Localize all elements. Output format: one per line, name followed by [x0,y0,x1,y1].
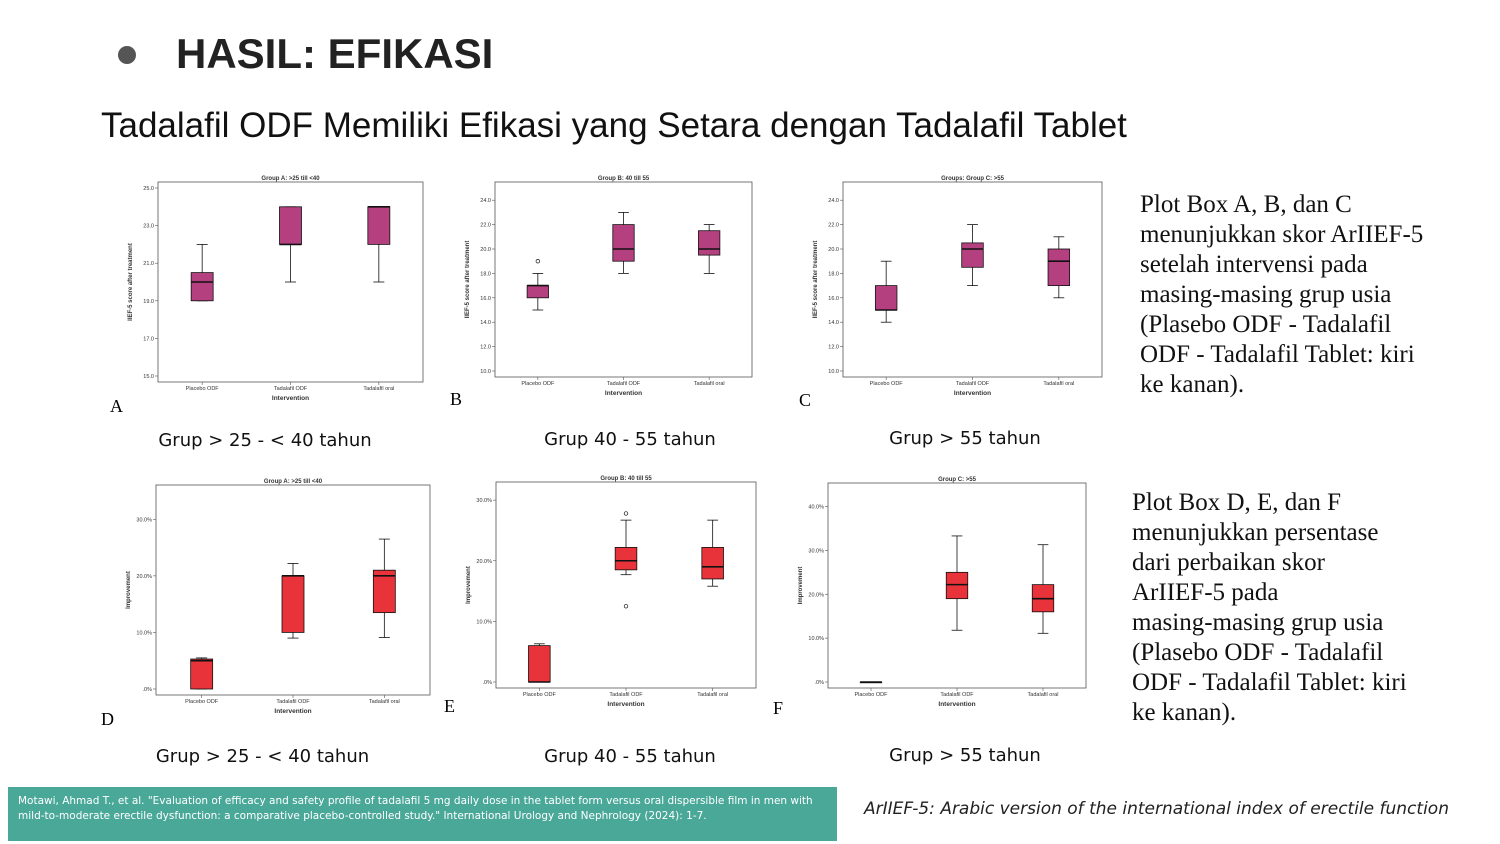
panel-letter-b: B [450,389,463,409]
side-text-bottom [1132,488,1407,728]
caption-e: Grup 40 - 55 tahun [544,746,716,767]
y-tick-label: 10.0% [808,636,824,643]
slide-subtitle: Tadalafil ODF Memiliki Efikasi yang Setara dengan Tadalafil Tablet [101,106,1127,145]
y-axis-label: Improvement [466,566,472,604]
caption-c: Grup > 55 tahun [889,428,1041,449]
plot-title: Group A: >25 till <40 [263,479,323,485]
panel-letter-f: F [773,698,784,718]
y-tick-label: 10.0% [136,630,152,637]
x-tick-label: Tadalafil ODF [609,692,643,698]
x-tick-label: Tadalafil ODF [940,692,974,698]
x-tick-label: Tadalafil oral [368,699,400,705]
x-tick-label: Tadalafil oral [693,381,725,387]
box-iqr [1048,249,1070,286]
y-tick-label: 14.0 [828,320,839,327]
box-iqr [962,243,984,267]
y-axis-label: Improvement [126,571,132,609]
caption-a: Grup > 25 - < 40 tahun [158,430,372,451]
panel-letter-c: C [799,390,812,410]
x-tick-label: Placebo ODF [869,381,903,387]
reference-line-1: Motawi, Ahmad T., et al. "Evaluation of efficacy and safety profile of tadalafil 5 mg daily dose in the tablet form versus oral dispersible film in men with [18,795,813,807]
y-tick-label: .0% [482,680,492,686]
box-iqr [875,286,897,310]
y-tick-label: 20.0 [828,247,839,253]
y-tick-label: 20.0% [808,592,824,599]
reference-line-2: mild-to-moderate erectile dysfunction: a comparative placebo-controlled study." International Urology and Nephrology (2024): 1-7. [18,810,707,822]
abbreviation-footnote: ArIIEF-5: Arabic version of the international index of erectile function [864,799,1449,819]
boxplot-b [448,172,768,412]
side-text-line: menunjukkan skor ArIIEF-5 [1140,221,1424,248]
y-tick-label: 21.0 [143,261,154,268]
box-iqr [698,231,719,255]
side-text-line: Plot Box A, B, dan C [1140,191,1352,218]
x-tick-label: Tadalafil ODF [955,381,990,387]
y-tick-label: 15.0 [143,374,154,380]
y-axis-label: IIEF-5 score after treatment [813,240,819,319]
y-tick-label: 23.0 [143,223,154,230]
title-bullet [118,46,136,64]
y-tick-label: 12.0 [480,344,491,351]
box-iqr [615,547,637,569]
box-iqr [946,572,968,598]
plot-title: Group B: 40 till 55 [597,176,650,182]
side-text-line: (Plasebo ODF - Tadalafil [1140,311,1392,338]
y-tick-label: 10.0% [476,619,492,626]
side-text-top [1140,190,1423,400]
x-tick-label: Tadalafil ODF [273,386,308,392]
side-text-line: masing-masing grup usia [1140,281,1392,308]
y-tick-label: 16.0 [828,295,839,302]
panel-letter-e: E [444,696,455,716]
x-axis-label: Intervention [938,701,976,708]
side-text-line: ODF - Tadalafil Tablet: kiri [1140,341,1415,368]
box-iqr [613,225,634,262]
y-tick-label: 19.0 [143,298,154,305]
plot-title: Groups: Group C: >55 [941,176,1004,182]
y-tick-label: 20.0 [480,247,491,253]
y-tick-label: 10.0 [480,369,491,375]
y-tick-label: 25.0 [143,186,154,192]
y-tick-label: 18.0 [480,271,491,278]
x-tick-label: Placebo ODF [185,699,219,705]
x-tick-label: Tadalafil ODF [276,699,310,705]
reference-box [8,787,837,841]
box-iqr [191,273,213,301]
boxplot-f [770,475,1100,720]
box-iqr [368,207,390,245]
y-axis-label: IIEF-5 score after treatment [465,240,471,319]
x-tick-label: Tadalafil oral [1027,692,1059,698]
boxplot-c [796,172,1116,412]
y-tick-label: .0% [814,680,824,686]
x-tick-label: Tadalafil ODF [606,381,641,387]
x-axis-label: Intervention [604,390,643,397]
plot-frame [495,182,752,377]
box-iqr [529,646,551,682]
y-tick-label: 22.0 [480,222,491,229]
panel-letter-d: D [101,709,114,729]
x-tick-label: Tadalafil oral [1043,381,1075,387]
x-axis-label: Intervention [953,390,992,397]
y-tick-label: 30.0% [476,498,492,505]
x-tick-label: Tadalafil oral [363,386,395,392]
y-axis-label: Improvement [798,566,804,605]
x-axis-label: Intervention [271,395,310,402]
y-tick-label: 30.0% [136,517,152,524]
side-text-line: masing-masing grup usia [1132,609,1384,636]
y-tick-label: 18.0 [828,271,839,278]
y-tick-label: 14.0 [480,320,491,327]
box-iqr [191,659,213,689]
slide-title: HASIL: EFIKASI [176,30,494,77]
box-iqr [282,576,304,633]
side-text-line: ArIIEF-5 pada [1132,579,1279,606]
y-tick-label: 17.0 [143,336,154,343]
plot-title: Group C: >55 [938,477,976,483]
caption-f: Grup > 55 tahun [889,745,1041,766]
x-tick-label: Placebo ODF [521,381,555,387]
plot-title: Group A: >25 till <40 [261,176,320,182]
y-tick-label: .0% [142,687,152,693]
y-tick-label: 16.0 [480,295,491,302]
x-tick-label: Placebo ODF [522,692,556,698]
side-text-line: (Plasebo ODF - Tadalafil [1132,639,1384,666]
y-tick-label: 10.0 [828,369,839,375]
boxplot-a [108,172,438,412]
boxplot-e [440,470,770,720]
y-tick-label: 12.0 [828,344,839,351]
box-iqr [527,286,548,298]
plot-title: Group B: 40 till 55 [600,476,652,482]
side-text-line: setelah intervensi pada [1140,251,1368,278]
x-tick-label: Placebo ODF [185,386,219,392]
y-tick-label: 30.0% [808,548,824,555]
side-text-line: ke kanan). [1132,699,1237,726]
x-tick-label: Placebo ODF [854,692,888,698]
y-tick-label: 20.0% [136,573,152,580]
y-tick-label: 22.0 [828,222,839,229]
side-text-line: ke kanan). [1140,371,1245,398]
y-tick-label: 24.0 [480,198,491,205]
caption-d: Grup > 25 - < 40 tahun [155,746,370,767]
x-tick-label: Tadalafil oral [697,692,729,698]
box-iqr [702,547,724,579]
x-axis-label: Intervention [607,701,645,708]
y-tick-label: 40.0% [808,504,824,511]
y-tick-label: 20.0% [476,558,492,565]
caption-b: Grup 40 - 55 tahun [544,429,716,450]
side-text-line: menunjukkan persentase [1132,519,1379,546]
y-tick-label: 24.0 [828,198,839,205]
side-text-line: ODF - Tadalafil Tablet: kiri [1132,669,1407,696]
y-axis-label: IIEF-5 score after treatment [128,243,134,321]
boxplot-d [100,475,440,731]
panel-letter-a: A [110,396,123,416]
side-text-line: Plot Box D, E, dan F [1132,489,1342,516]
x-axis-label: Intervention [274,708,312,715]
box-iqr [280,207,302,245]
side-text-line: dari perbaikan skor [1132,549,1325,576]
